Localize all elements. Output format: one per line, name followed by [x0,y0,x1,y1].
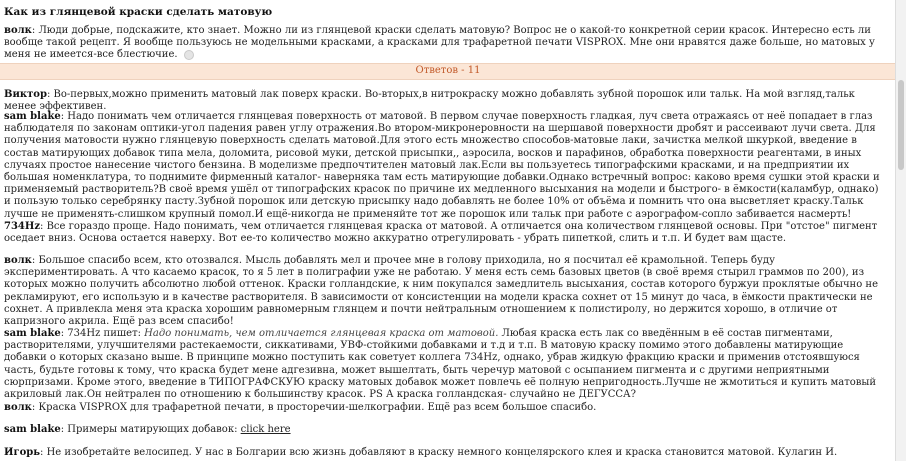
answers-count: Ответов - 11 [415,65,481,76]
post-text: Все гораздо проще. Надо понимать, чем отличается глянцевая краска от матовой. А отличается она количеством глянцевой основы. При "отстое" пигмент оседает вниз. Основа остается наверху. Вот ее-то количество можно аккуратно отрегулировать - убрать пипеткой, слить и т.п. И будет вам щасте. [4,221,878,245]
post-pre: 734Hz пишет: [64,328,145,339]
reply-post: Игорь: Не изобретайте велосипед. У нас в Болгарии всю жизнь добавляют в краску немного концелярского клея и краска становится матовой. Кулагин И. [4,447,838,458]
post-text: Примеры матирующих добавок: [64,424,241,435]
post-author[interactable]: sam blake [4,424,61,435]
post-author[interactable]: волк [4,25,32,36]
reply-post: sam blake: Надо понимать чем отличается глянцевая поверхность от матовой. В первом случае поверхность гладкая, луч света отражаясь от неё попадает в глаз наблюдателя по законам оптики-угол падения равен углу отражения.Во втором-микронеровности на шершавой поверхности дробят и рассеивают лучи света. Для получения матовости нужно глянцевую поверхность сделать матовой.Для этого есть множество способов-матовые лаки, зачистка мелкой шкуркой, введение в состав матирующих добавок типа мела, доломита, рисовой муки, детской присыпки,, аэросила, восков и парафинов, обработка поверхности реагентами, в иных случаях простое нанесение чистого бензина. В моделизме предпочтителен матовый лак.Если вы пользуетесь типографскими красками, и на предприятии их большая номенклатура, то поднимите фирменный каталог- наверняка там есть матирующие добавки.Однако встречный вопрос: каково время сушки этой краски и применяемый растворитель?В своё время ушёл от типографских красок по причине их медленного высыхания на модели и быстрого- в ёмкости(каламбур, однако) и пользую только серебрянку пасту.Зубной порошок или детскую присыпку надо добавлять не более 10% от объёма и помнить что она высветляет краску.Тальк лучше не применять-слишком крупный помол.И ещё-никогда не применяйте тот же порошок или тальк при работе с аэрографом-сопло забивается насмерть! [4,111,880,220]
post-author[interactable]: sam blake [4,111,61,122]
quoted-text: Надо понимать, чем отличается глянцевая краска от матовой. [144,328,499,339]
vertical-scrollbar[interactable] [895,0,906,461]
post-text: Большое спасибо всем, кто отозвался. Мысль добавлять мел и прочее мне в голову приходила, но я посчитал её крамольной. Теперь буду экспериментировать. А что касаемо красок, то я 5 лет в полиграфии уже не работаю. У меня есть семь базовых цветов (в своё время стырил граммов по 200), из которых можно получить абсолютно любой оттенок. Краски голландские, к ним покупался замедлитель высыхания, состав которого буржуи проклятые обычно не рекламируют, его использую и в качестве растворителя. В зависимости от консистенции на модели краска сохнет от 15 минут до часа, в ёмкости практически не сохнет. А привлекла меня эта краска хорошим равномерным глянцем и почти нейтральным отношением к полистиролу, но держится хорошо, в отличие от капризного акрила. Ещё раз всем спасибо! [4,255,878,328]
reply-post: sam blake: Примеры матирующих добавок: click here [4,424,291,435]
post-text: Любая краска есть лак со введённым в её состав пигментами, растворителями, улучшителями растекаемости, сиккативами, УВФ-стойкими добавками и т.д и т.п. В матовую краску помимо этого добавлены матирующие добавки о которых сказано выше. В принципе можно поступить как советует коллега 734Hz, однако, убрав жидкую фракцию краски и применив отстоявшуюся часть, будьте готовы к тому, что краска будет мене адгезивна, может вышелтать, быть черечур матовой с осыпанием пигмента и с другими неприятными сюрпризами. Кроме этого, введение в ТИПОГРАФСКУЮ краску матовых добавок может повлечь её полную непригодность.Лучше не жмотиться и купить матовый акриловый лак.Он нейтрален по отношению к большинству красок. PS А краска голландская- случайно не ДЕГУССА? [4,328,877,401]
reply-post: sam blake: 734Hz пишет: Надо понимать, чем отличается глянцевая краска от матовой. Любая краска есть лак со введённым в её состав пигментами, растворителями, улучшителями растекаемости, сиккативами, УВФ-стойкими добавками и т.д и т.п. В матовую краску помимо этого добавлены матирующие добавки о которых сказано выше. В принципе можно поступить как советует коллега 734Hz, однако, убрав жидкую фракцию краски и применив отстоявшуюся часть, будьте готовы к тому, что краска будет мене адгезивна, может вышелтать, быть черечур матовой с осыпанием пигмента и с другими неприятными сюрпризами. Кроме этого, введение в ТИПОГРАФСКУЮ краску матовых добавок может повлечь её полную непригодность.Лучше не жмотиться и купить матовый акриловый лак.Он нейтрален по отношению к большинству красок. PS А краска голландская- случайно не ДЕГУССА? [4,328,877,401]
scrollbar-thumb[interactable] [898,80,904,170]
post-text: Краска VISPROX для трафаретной печати, в просторечии-шелкографии. Ещё раз всем большое спасибо. [35,402,597,413]
topic-title: Как из глянцевой краски сделать матовую [4,6,273,18]
answers-bar [0,63,896,80]
post-text: Не изобретайте велосипед. У нас в Болгарии всю жизнь добавляют в краску немного конц [43,447,531,458]
post-author[interactable]: sam blake [4,328,61,339]
smile-icon [184,50,194,60]
post-author[interactable]: волк [4,255,32,266]
post-author[interactable]: волк [4,402,32,413]
post-text-tail: елярского клея и краска становится матовой. Кулагин И. [530,447,838,458]
external-link[interactable]: click here [240,424,291,435]
question-post: волк: Люди добрые, подскажите, кто знает. Можно ли из глянцевой краски сделать матовую? Вопрос не о какой-то конкретной серии красок. Интересно есть ли вообще такой рецепт. Я вообще пользуюсь не модельными красками, а красками для трафаретной печати VISPROX. Мне они нравятся даже больше, но матовых у меня не имеется-все блестючие. [4,25,875,61]
reply-post: волк: Большое спасибо всем, кто отозвался. Мысль добавлять мел и прочее мне в голову приходила, но я посчитал её крамольной. Теперь буду экспериментировать. А что касаемо красок, то я 5 лет в полиграфии уже не работаю. У меня есть семь базовых цветов (в своё время стырил граммов по 200), из которых можно получить абсолютно любой оттенок. Краски голландские, к ним покупался замедлитель высыхания, состав которого буржуи проклятые обычно не рекламируют, его использую и в качестве растворителя. В зависимости от консистенции на модели краска сохнет от 15 минут до часа, в ёмкости практически не сохнет. А привлекла меня эта краска хорошим равномерным глянцем и почти нейтральным отношением к полистиролу, но держится хорошо, в отличие от капризного акрила. Ещё раз всем спасибо! [4,255,878,328]
reply-post: Виктор: Во-первых,можно применить матовый лак поверх краски. Во-вторых,в нитрокраску можно добавлять зубной порошок или тальк. На мой взгляд,тальк менее эффективен. [4,89,855,113]
post-text: Надо понимать чем отличается глянцевая поверхность от матовой. В первом случае поверхность гладкая, луч света отражаясь от неё попадает в глаз наблюдателя по законам оптики-угол падения равен углу отражения.Во втором-микронеровности на шершавой поверхности дробят и рассеивают лучи света. Для получения матовости нужно глянцевую поверхность сделать матовой.Для этого есть множество способов-матовые лаки, зачистка мелкой шкуркой, введение в состав матирующих добавок типа мела, доломита, рисовой муки, детской присыпки,, аэросила, восков и парафинов, обработка поверхности реагентами, в иных случаях простое нанесение чистого бензина. В моделизме предпочтителен матовый лак.Если вы пользуетесь типографскими красками, и на предприятии их большая номенклатура, то поднимите фирменный каталог- наверняка там есть матирующие добавки.Однако встречный вопрос: каково время сушки этой краски и применяемый растворитель?В своё время ушёл от типографских красок по причине их медленного высыхания на модели и быстрого- в ёмкости(каламбур, однако) и пользую только серебрянку пасту.Зубной порошок или детскую присыпку надо добавлять не более 10% от объёма и помнить что она высветляет краску.Тальк лучше не применять-слишком крупный помол.И ещё-никогда не применяйте тот же порошок или тальк при работе с аэрографом-сопло забивается насмерть! [4,111,880,220]
reply-post: 734Hz: Все гораздо проще. Надо понимать, чем отличается глянцевая краска от матовой. А отличается она количеством глянцевой основы. При "отстое" пигмент оседает вниз. Основа остается наверху. Вот ее-то количество можно аккуратно отрегулировать - убрать пипеткой, слить и т.п. И будет вам щасте. [4,221,878,245]
post-text: Люди добрые, подскажите, кто знает. Можно ли из глянцевой краски сделать матовую? Вопрос не о какой-то конкретной серии красок. Интересно есть ли вообще такой рецепт. Я вообще пользуюсь не модельными красками, а красками для трафаретной печати VISPROX. Мне они нравятся даже больше, но матовых у меня не имеется-все блестючие. [4,25,875,61]
post-author[interactable]: Виктор [4,89,47,100]
post-text: Во-первых,можно применить матовый лак поверх краски. Во-вторых,в нитрокраску можно добавлять зубной порошок или тальк. На мой взгляд,тальк менее эффективен. [4,89,855,113]
reply-post: волк: Краска VISPROX для трафаретной печати, в просторечии-шелкографии. Ещё раз всем большое спасибо. [4,402,597,413]
post-author[interactable]: Игорь [4,447,41,458]
post-author[interactable]: 734Hz [4,221,41,232]
